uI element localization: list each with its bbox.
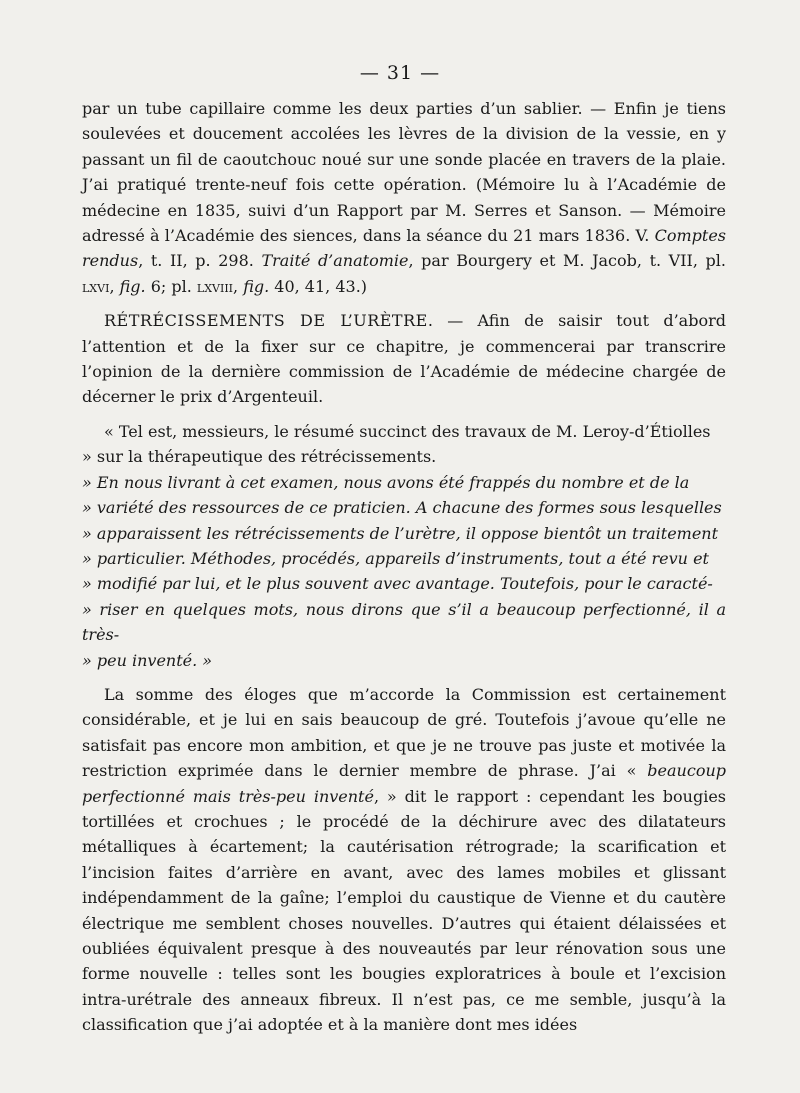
page-number: — 31 —: [359, 62, 441, 84]
para1-text-3: , par Bourgery et M. Jacob, t. VII, pl.: [408, 251, 727, 271]
para2-text: . — Afin de saisir tout d’abord l’attention et de la fixer sur ce chapitre, je commencerai par transcrire l’opinion de la dernière commission de l’Académie de médecine chargée de décerner le prix d’Argenteuil.: [82, 311, 726, 407]
para1-text-5: 6; pl.: [145, 276, 197, 296]
fig-abbrev-1: fig.: [119, 276, 146, 296]
para3-text-1: La somme des éloges que m’accorde la Commission est certainement considérable, et je lui en sais beaucoup de gré. Toutefois j’avoue qu’elle ne satisfait pas encore mon ambition, et que je ne trouve pas juste et motivée la restriction exprimée dans le dernier membre de phrase. J’ai «: [82, 684, 726, 781]
quote-italic-line-4: » particulier. Méthodes, procédés, appareils d’instruments, tout a été revu et: [82, 548, 709, 568]
commission-quote: [82, 419, 726, 673]
quote-italic-line-5: » modifié par lui, et le plus souvent avec avantage. Toutefois, pour le caracté-: [82, 574, 713, 594]
quote-italic-line-2: » variété des ressources de ce praticien. A chacune des formes sous lesquelles: [82, 498, 722, 518]
fig-abbrev-2: fig.: [243, 276, 270, 296]
para1-text-6: ,: [233, 276, 244, 296]
paragraph-1: [82, 96, 726, 299]
paragraph-3: [82, 682, 726, 1038]
quote-line-2: » sur la thérapeutique des rétrécissements.: [82, 447, 437, 467]
quote-line-1: « Tel est, messieurs, le résumé succinct des travaux de M. Leroy-d’Étiolles: [104, 421, 711, 441]
para1-text-2: , t. II, p. 298.: [138, 251, 262, 271]
quote-italic-line-3: » apparaissent les rétrécissements de l’urètre, il oppose bientôt un traitement: [82, 523, 719, 543]
plate-number-1: lxvi: [82, 276, 110, 296]
para1-text-1: par un tube capillaire comme les deux parties d’un sablier. — Enfin je tiens soulevées et doucement accolées les lèvres de la division de la vessie, en y passant un fil de caoutchouc noué sur une sonde placée en travers de la plaie. J’ai pratiqué trente-neuf fois cette opération. (Mémoire lu à l’Académie de médecine en 1835, suivi d’un Rapport par M. Serres et Sanson. — Mémoire adressé à l’Académie des siences, dans la séance du 21 mars 1836. V.: [82, 99, 726, 246]
para3-italic-quote: beaucoup perfectionné mais très-peu inventé: [82, 761, 726, 806]
body-text: [82, 96, 726, 1038]
comptes-rendus-title: Comptes rendus: [82, 226, 726, 271]
para1-text-7: 40, 41, 43.): [269, 276, 368, 296]
paragraph-2: [82, 308, 726, 410]
para1-text-4: ,: [109, 276, 120, 296]
quote-italic-line-1: » En nous livrant à cet examen, nous avons été frappés du nombre et de la: [82, 472, 690, 492]
traite-anatomie-title: Traité d’anatomie: [261, 251, 409, 271]
section-heading: RÉTRÉCISSEMENTS DE L’URÈTRE: [104, 311, 428, 331]
para3-text-2: , » dit le rapport : cependant les bougies tortillées et crochues ; le procédé de la déchirure avec des dilatateurs métalliques à écartement; la cautérisation rétrograde; la scarification et l’incision faites d’arrière en avant, avec des lames mobiles et glissant indépendamment de la gaîne; l’emploi du caustique de Vienne et du cautère électrique me semblent choses nouvelles. D’autres qui étaient délaissées et oubliées équivalent presque à des nouveautés par leur rénovation sous une forme nouvelle : telles sont les bougies exploratrices à boule et l’excision intra-urétrale des anneaux fibreux. Il n’est pas, ce me semble, jusqu’à la classification que j’ai adoptée et à la manière dont mes idées: [82, 786, 727, 1035]
quote-italic-line-7: » peu inventé. »: [82, 650, 213, 670]
quote-italic-line-6: » riser en quelques mots, nous dirons que s’il a beaucoup perfectionné, il a très-: [82, 599, 726, 645]
plate-number-2: lxviii: [196, 276, 234, 296]
